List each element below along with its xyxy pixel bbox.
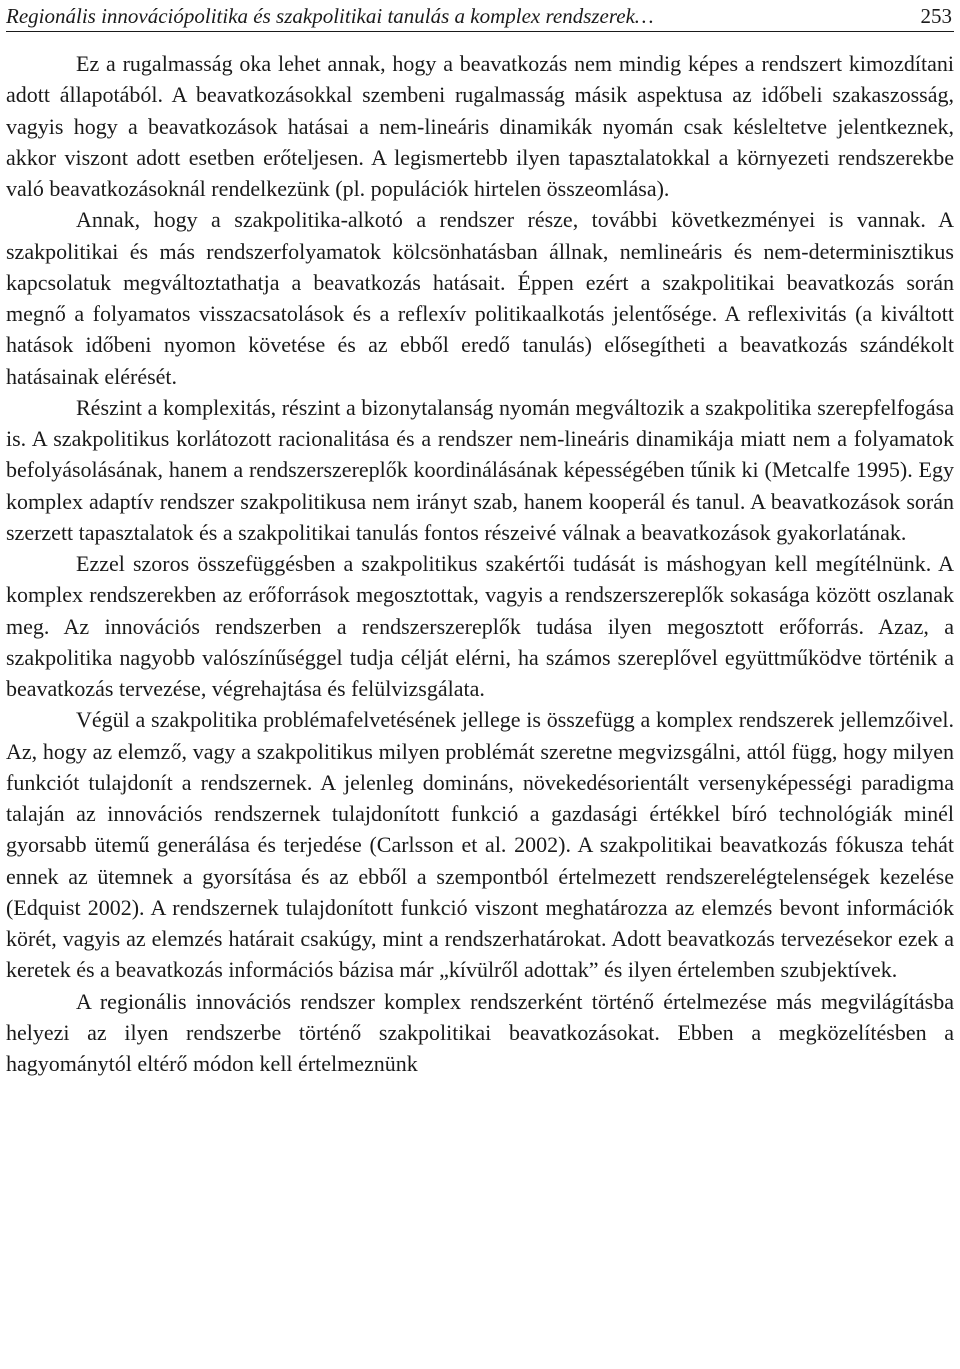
running-head	[6, 0, 954, 32]
paragraph: Végül a szakpolitika problémafelvetésének jellege is összefügg a komplex rendszerek jellemzőivel. Az, hogy az elemző, vagy a szakpolitikus milyen problémát szeretne megvizsgálni, attól függ, hogy milyen funkciót tulajdonít a rendszernek. A jelenleg domináns, növekedésorientált versenyképességi paradigma talaján az innovációs rendszernek tulajdonított funkció a gazdasági értékkel bíró technológiák minél gyorsabb ütemű generálása és terjedése (Carlsson et al. 2002). A szakpolitikai beavatkozás fókusza tehát ennek az ütemnek a gyorsítása és az ebből a szempontból értelmezett rendszerelégtelenségek kezelése (Edquist 2002). A rendszernek tulajdonított funkció viszont meghatározza az elemzés bevont információk körét, vagyis az elemzés határait csakúgy, mint a rendszerhatárokat. Adott beavatkozás tervezésekor ezek a keretek és a beavatkozás információs bázisa már „kívülről adottak” és ilyen értelemben szubjektívek.	[6, 707, 954, 983]
body-text	[6, 48, 954, 1079]
running-head-title: Regionális innovációpolitika és szakpolitikai tanulás a komplex rendszerek…	[6, 4, 654, 28]
paragraph: Részint a komplexitás, részint a bizonytalanság nyomán megváltozik a szakpolitika szerepfelfogása is. A szakpolitikus korlátozott racionalitása és a rendszer nem-lineáris dinamikája miatt nem a folyamatok befolyásolásának, hanem a rendszerszereplők koordinálásának képességében tűnik ki (Metcalfe 1995). Egy komplex adaptív rendszer szakpolitikusa nem irányt szab, hanem kooperál és tanul. A beavatkozások során szerzett tapasztalatok és a szakpolitikai tanulás fontos részeivé válnak a beavatkozások gyakorlatának.	[6, 394, 954, 545]
paragraph: Ez a rugalmasság oka lehet annak, hogy a beavatkozás nem mindig képes a rendszert kimozdítani adott állapotából. A beavatkozásokkal szembeni rugalmasság másik aspektusa az időbeli szakaszosság, vagyis hogy a beavatkozások hatásai a nem-lineáris dinamikák nyomán csak késleltetve jelentkeznek, akkor viszont adott esetben erőteljesen. A legismertebb ilyen tapasztalatokkal a környezeti rendszerekbe való beavatkozásoknál rendelkezünk (pl. populációk hirtelen összeomlása).	[6, 51, 954, 201]
paragraph: Ezzel szoros összefüggésben a szakpolitikus szakértői tudását is máshogyan kell megítélnünk. A komplex rendszerekben az erőforrások megosztottak, vagyis a rendszerszereplők sokasága között oszlanak meg. Az innovációs rendszerben a rendszerszereplők tudása ilyen megosztott erőforrás. Azaz, a szakpolitika nagyobb valószínűséggel tudja célját elérni, ha számos szereplővel együttműködve történik a beavatkozás tervezése, végrehajtása és felülvizsgálata.	[6, 551, 954, 701]
page-number: 253	[920, 4, 952, 28]
paragraph: Annak, hogy a szakpolitika-alkotó a rendszer része, további következményei is vannak. A szakpolitikai és más rendszerfolyamatok kölcsönhatásban állnak, nemlineáris és nem-determinisztikus kapcsolatuk megváltoztathatja a beavatkozás hatásait. Éppen ezért a szakpolitikai beavatkozás során megnő a folyamatos visszacsatolások és a reflexív politikaalkotás jelentősége. A reflexivitás (a kiváltott hatások időbeni nyomon követése és az ebből eredő tanulás) elősegítheti a beavatkozás szándékolt hatásainak elérését.	[6, 207, 954, 389]
paragraph: A regionális innovációs rendszer komplex rendszerként történő értelmezése más megvilágításba helyezi az ilyen rendszerbe történő szakpolitikai beavatkozásokat. Ebben a megközelítésben a hagyománytól eltérő módon kell értelmeznünk	[6, 988, 954, 1076]
